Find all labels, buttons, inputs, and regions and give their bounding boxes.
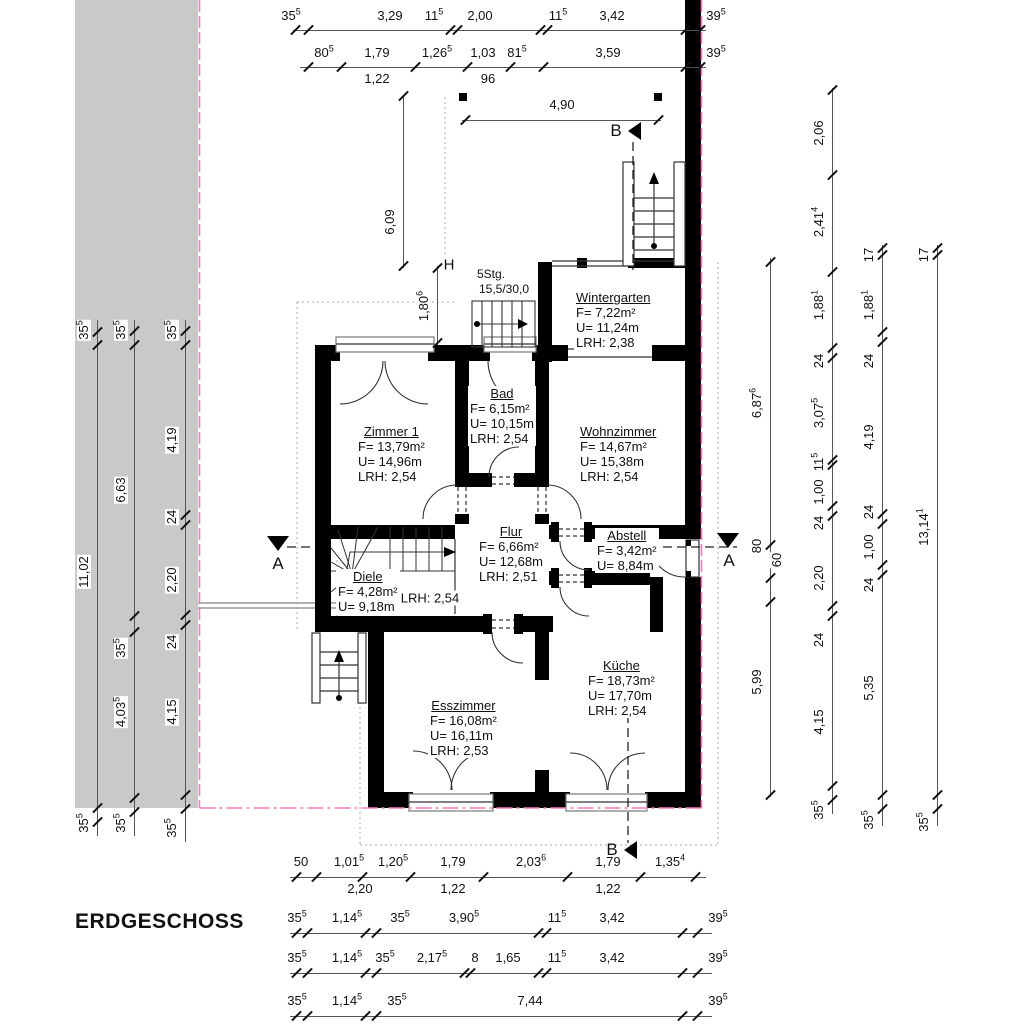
- dim-label: $35^5$: [287, 908, 307, 925]
- room-label-diele: [336, 569, 400, 614]
- dim-label: 1,79: [364, 45, 390, 60]
- dim-label: $35^5$: [111, 638, 128, 658]
- dim-label: 3,42: [599, 950, 625, 965]
- dim-label: $11^5$: [424, 6, 444, 23]
- room-title-diele: Diele: [352, 569, 383, 584]
- dim-sublabel: 96: [480, 71, 496, 86]
- room-title-zimmer1: Zimmer 1: [363, 424, 419, 439]
- dim-line: [97, 320, 98, 836]
- room-label-kueche: [586, 658, 657, 718]
- room-data-line: LRH: 2,51: [479, 569, 538, 584]
- dim-label: $39^5$: [708, 948, 728, 965]
- dim-label: 24: [861, 504, 876, 520]
- dim-line: [290, 973, 712, 974]
- dim-label: 17: [916, 247, 931, 263]
- annotation: 5Stg.: [476, 267, 506, 281]
- room-data-line: U= 11,24m: [576, 320, 639, 335]
- dim-line: [185, 320, 186, 842]
- dim-label: 50: [293, 854, 309, 869]
- dim-label: 2,41$^4$: [809, 206, 826, 238]
- dim-label: $39^5$: [708, 991, 728, 1008]
- dim-label: 6,87$^6$: [747, 387, 764, 419]
- room-data-line: F= 14,67m²: [580, 439, 647, 454]
- room-label-abstell: [595, 528, 659, 573]
- room-data-line: F= 7,22m²: [576, 305, 636, 320]
- dim-label: $35^5$: [859, 810, 876, 830]
- dim-line: [290, 1016, 712, 1017]
- dim-label: $35^5$: [287, 991, 307, 1008]
- dim-label: $35^5$: [74, 320, 91, 340]
- dim-label: 3,29: [377, 8, 403, 23]
- room-data-line: LRH: 2,54: [580, 469, 639, 484]
- room-label-wintergarten: [574, 290, 652, 350]
- room-data-line: LRH: 2,38: [576, 335, 635, 350]
- room-data-line: U= 14,96m: [358, 454, 422, 469]
- dim-label: 80: [749, 538, 764, 554]
- room-data-line: F= 6,15m²: [470, 401, 530, 416]
- dim-label: 2,20: [811, 565, 826, 591]
- dim-label: $35^5$: [111, 813, 128, 833]
- dim-label: 1,14$^5$: [331, 948, 363, 965]
- room-title-esszimmer: Esszimmer: [431, 698, 496, 713]
- dim-line: [290, 933, 712, 934]
- room-data-line: LRH: 2,54: [470, 431, 529, 446]
- dim-label: 5,99: [749, 669, 764, 695]
- room-data-line: F= 13,79m²: [358, 439, 425, 454]
- room-data-line: U= 15,38m: [580, 454, 644, 469]
- dim-label: 3,07$^5$: [809, 397, 826, 429]
- dim-label: 7,44: [517, 993, 543, 1008]
- dim-label: 1,79: [595, 854, 621, 869]
- room-data-line: F= 18,73m²: [588, 673, 655, 688]
- dim-label: 1,01$^5$: [333, 852, 365, 869]
- dim-label: 1,03: [470, 45, 496, 60]
- dim-label: $35^5$: [162, 818, 179, 838]
- annotation: LRH: 2,54: [400, 590, 460, 606]
- dim-line: [403, 95, 404, 268]
- dim-label: 24: [811, 632, 826, 648]
- room-data-line: U= 12,68m: [479, 554, 543, 569]
- dim-label: $39^5$: [706, 43, 726, 60]
- dim-label: 4,90: [549, 97, 575, 112]
- dim-label: 4,19: [861, 424, 876, 450]
- dim-line: [437, 266, 438, 345]
- page-title: ERDGESCHOSS: [75, 910, 244, 933]
- room-title-wintergarten: Wintergarten: [576, 290, 651, 305]
- dim-sublabel: 2,20: [347, 881, 373, 896]
- room-data-line: U= 8,84m: [597, 558, 654, 573]
- dim-label: 6,09: [382, 209, 397, 235]
- room-data-line: F= 16,08m²: [430, 713, 497, 728]
- dim-label: 3,42: [599, 910, 625, 925]
- dim-label: 2,06: [811, 120, 826, 146]
- dim-line: [770, 258, 771, 797]
- dim-line: [293, 30, 706, 31]
- dim-sublabel: 1,22: [440, 881, 466, 896]
- dim-sublabel: 1,22: [595, 881, 621, 896]
- dim-label: 1,00: [811, 479, 826, 505]
- room-label-flur: [477, 524, 545, 584]
- dim-line: [937, 245, 938, 826]
- dim-label: $35^5$: [281, 6, 301, 23]
- annotation: H: [443, 256, 455, 274]
- dim-label: 5,35: [861, 675, 876, 701]
- dim-label: $35^5$: [375, 948, 395, 965]
- room-data-line: U= 9,18m: [338, 599, 395, 614]
- dim-label: 11,02: [76, 556, 91, 588]
- room-data-line: U= 10,15m: [470, 416, 534, 431]
- dim-line: [134, 320, 135, 836]
- section-marker-a-left-label: A: [272, 554, 284, 573]
- dim-label: 3,42: [599, 8, 625, 23]
- dim-label: 17: [861, 247, 876, 263]
- dim-label: 1,00: [861, 534, 876, 560]
- dim-label: 6,63: [113, 477, 128, 503]
- dim-label: $35^5$: [387, 991, 407, 1008]
- dim-label: 2,20: [164, 567, 179, 593]
- dim-label: 24: [861, 353, 876, 369]
- room-label-zimmer1: [356, 424, 427, 484]
- room-title-flur: Flur: [499, 524, 523, 539]
- dim-label: $11^5$: [547, 948, 567, 965]
- room-label-bad: [468, 386, 536, 446]
- annotation: 15,5/30,0: [478, 282, 530, 296]
- dim-label: 3,59: [595, 45, 621, 60]
- dim-label: $35^5$: [162, 320, 179, 340]
- dim-label: 1,20$^5$: [377, 852, 409, 869]
- room-label-wohnzimmer: [578, 424, 658, 484]
- dim-line: [300, 67, 706, 68]
- dim-label: 1,14$^5$: [331, 908, 363, 925]
- dim-label: 24: [164, 634, 179, 650]
- dim-label: 24: [164, 509, 179, 525]
- dim-label: 24: [861, 577, 876, 593]
- dim-label: $11^5$: [547, 908, 567, 925]
- dim-label: 1,80$^6$: [414, 290, 431, 322]
- dim-label: 2,00: [467, 8, 493, 23]
- dim-label: 1,88$^1$: [809, 289, 826, 321]
- section-marker-b-bottom-label: B: [606, 840, 618, 859]
- dim-label: $11^5$: [809, 452, 826, 472]
- dim-label: 4,15: [164, 699, 179, 725]
- dim-label: 1,14$^5$: [331, 991, 363, 1008]
- dim-label: $35^5$: [74, 813, 91, 833]
- dim-label: 1,65: [495, 950, 521, 965]
- dim-line: [832, 88, 833, 814]
- dim-label: $39^5$: [706, 6, 726, 23]
- dim-label: 2,03$^6$: [515, 852, 547, 869]
- dim-label: 24: [811, 353, 826, 369]
- room-label-esszimmer: [428, 698, 499, 758]
- room-data-line: F= 3,42m²: [597, 543, 657, 558]
- dim-line: [290, 877, 706, 878]
- room-data-line: U= 16,11m: [430, 728, 493, 743]
- dim-sublabel: 1,22: [364, 71, 390, 86]
- dim-label: 1,26$^5$: [421, 43, 453, 60]
- dim-label: 2,17$^5$: [416, 948, 448, 965]
- room-data-line: LRH: 2,53: [430, 743, 489, 758]
- dim-label: 1,35$^4$: [654, 852, 686, 869]
- section-marker-a-right-label: A: [723, 551, 735, 570]
- dim-label: $39^5$: [708, 908, 728, 925]
- dim-label: $35^5$: [390, 908, 410, 925]
- dim-label: 4,15: [811, 709, 826, 735]
- dim-label: 4,19: [164, 427, 179, 453]
- dim-label: $35^5$: [287, 948, 307, 965]
- dim-label: $11^5$: [548, 6, 568, 23]
- dim-label: $35^5$: [914, 812, 931, 832]
- dim-label: 3,90$^5$: [448, 908, 480, 925]
- room-data-line: F= 6,66m²: [479, 539, 539, 554]
- room-data-line: LRH: 2,54: [358, 469, 417, 484]
- room-data-line: U= 17,70m: [588, 688, 652, 703]
- dim-label: 13,14$^1$: [914, 508, 931, 546]
- dim-label: 4,03$^5$: [111, 696, 128, 728]
- room-title-wohnzimmer: Wohnzimmer: [580, 424, 657, 439]
- room-title-abstell: Abstell: [607, 528, 647, 543]
- dim-line: [462, 120, 661, 121]
- room-title-kueche: Küche: [602, 658, 640, 673]
- dim-label: 1,88$^1$: [859, 289, 876, 321]
- dim-label: $35^5$: [809, 800, 826, 820]
- dim-label: 24: [811, 515, 826, 531]
- dim-label: $35^5$: [111, 320, 128, 340]
- dim-label: 8: [471, 950, 479, 965]
- dim-label: 60: [769, 552, 784, 568]
- section-marker-b-top-label: B: [610, 121, 622, 140]
- dim-label: $80^5$: [314, 43, 334, 60]
- room-title-bad: Bad: [490, 386, 514, 401]
- dim-label: 1,79: [440, 854, 466, 869]
- room-data-line: LRH: 2,54: [588, 703, 647, 718]
- dim-label: $81^5$: [507, 43, 527, 60]
- room-data-line: F= 4,28m²: [338, 584, 398, 599]
